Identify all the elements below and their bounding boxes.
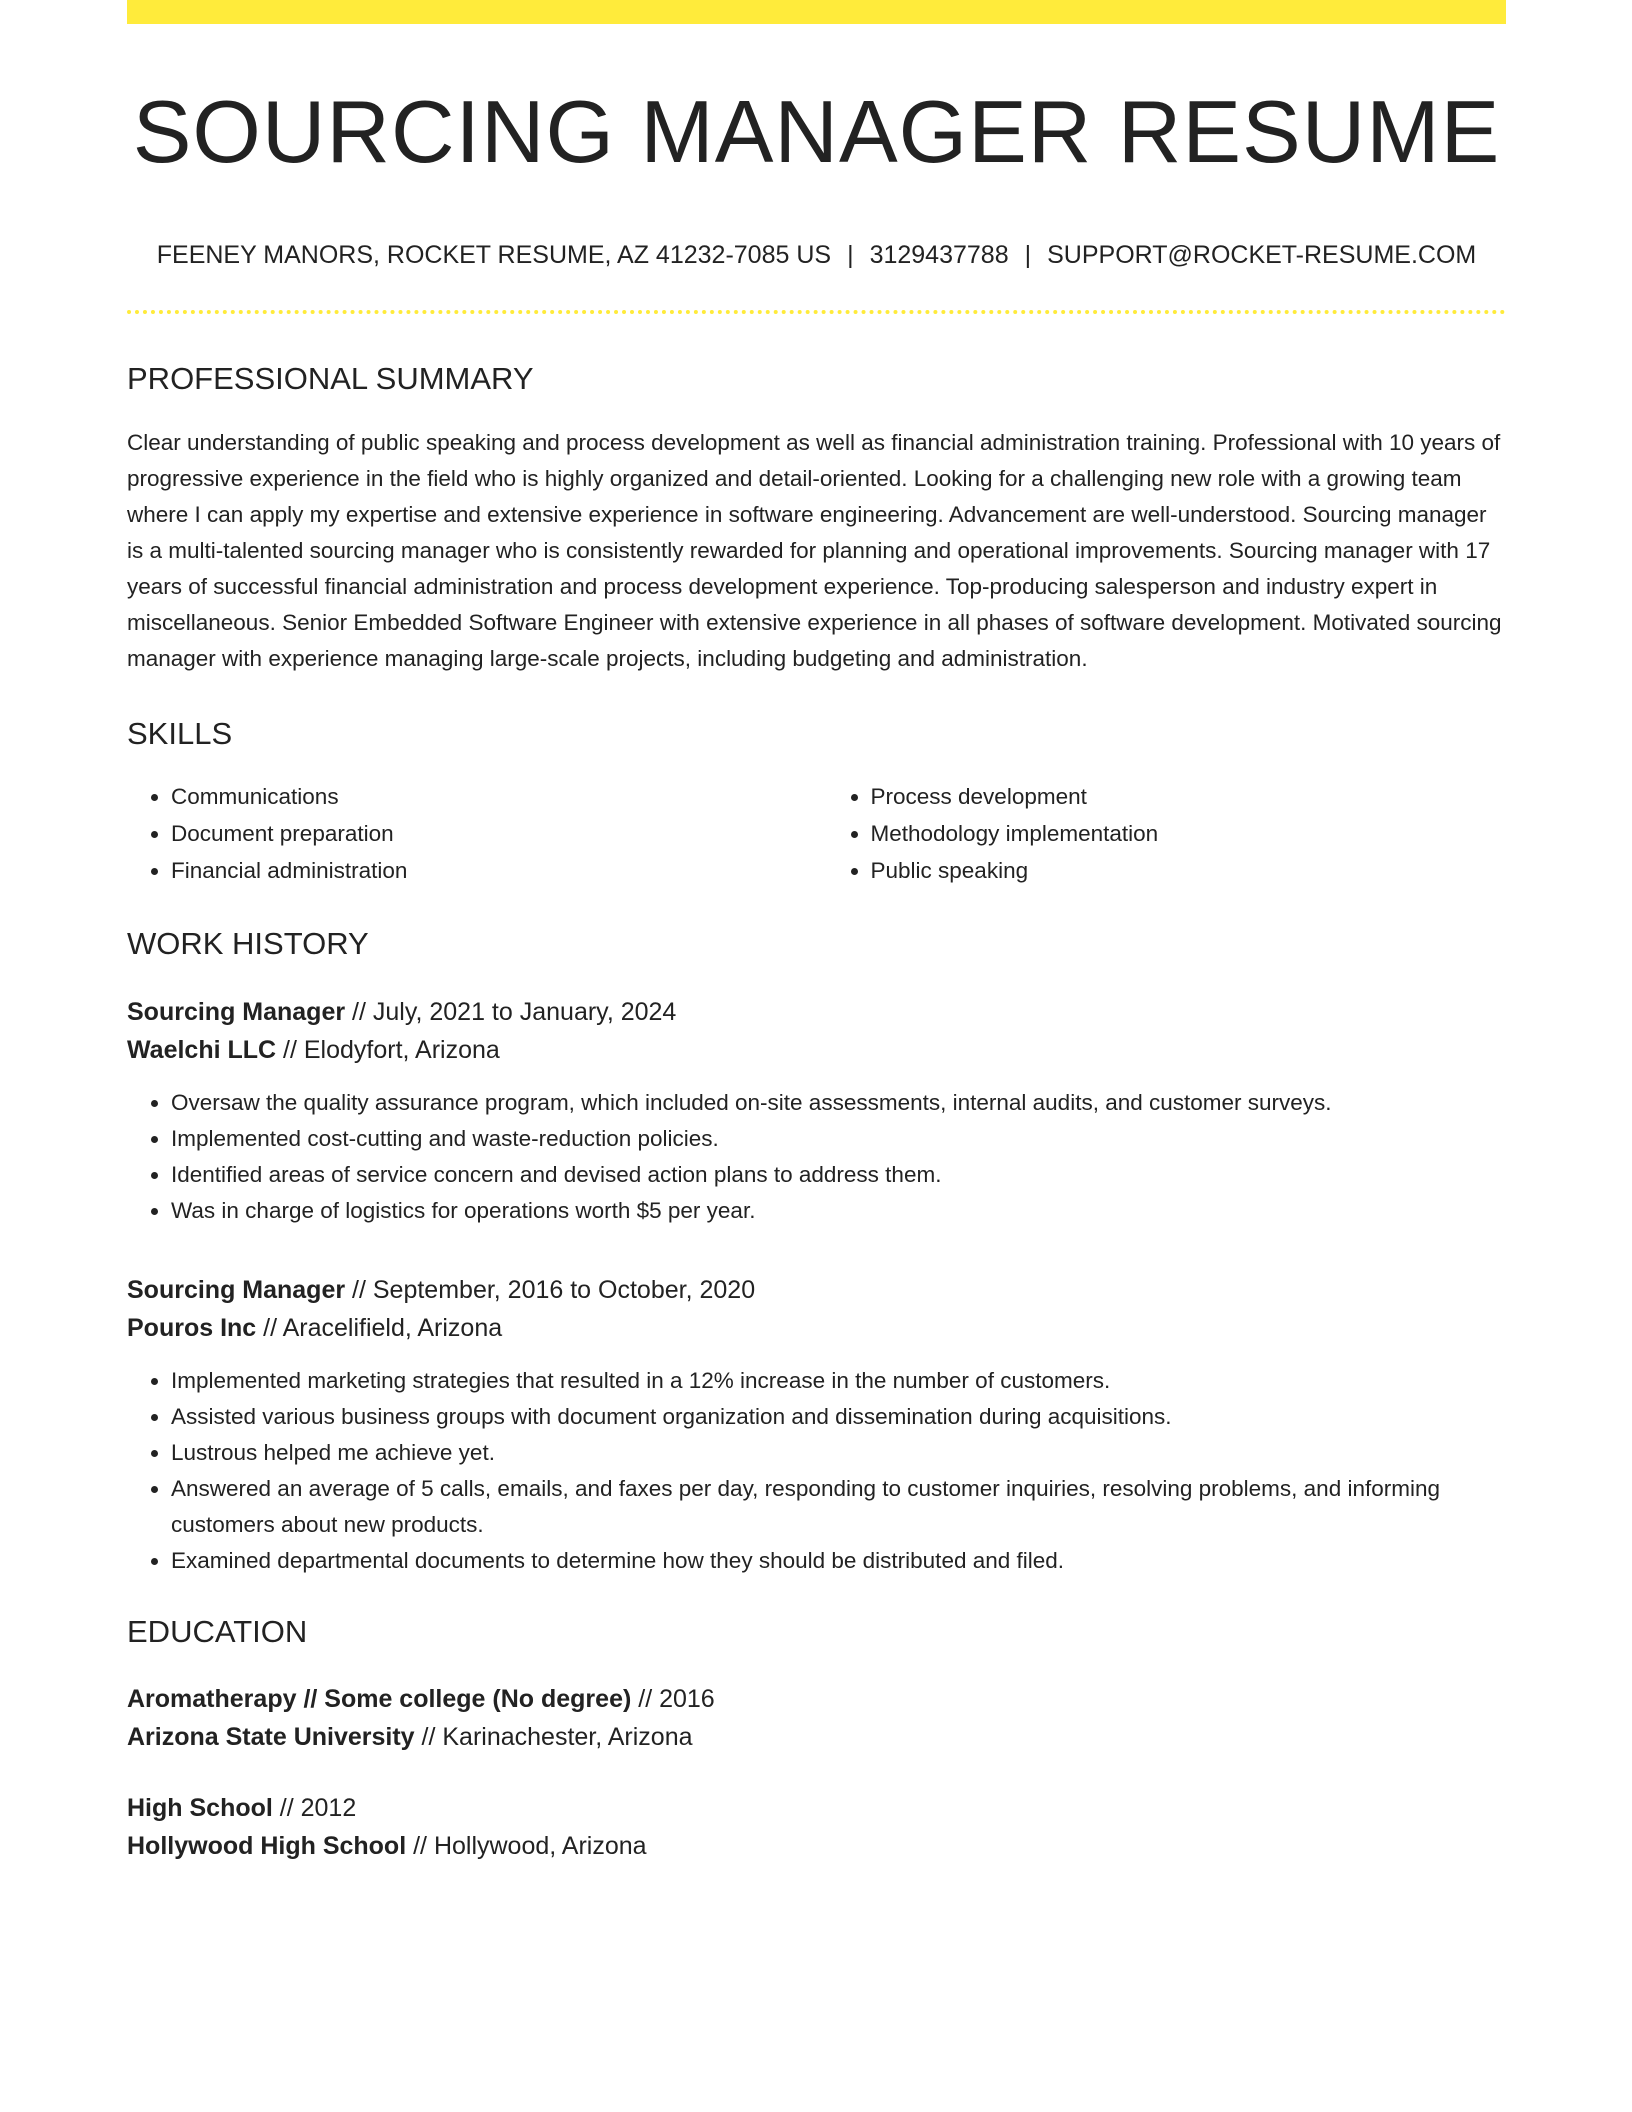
contact-address: FEENEY MANORS, ROCKET RESUME, AZ 41232-7085 US	[156, 241, 832, 269]
professional-summary-section	[127, 360, 1506, 677]
education-degree-line	[127, 1789, 1506, 1827]
section-heading: SKILLS	[127, 716, 233, 752]
job-bullet: • Was in charge of logistics for operations worth $5 per year.	[171, 1193, 1506, 1229]
job-bullets	[127, 1363, 1506, 1579]
dotted-divider	[127, 310, 1506, 314]
education-entry	[127, 1789, 1506, 1865]
skill-item: • Process development	[871, 778, 1507, 815]
job-entry	[127, 993, 1506, 1229]
section-heading: PROFESSIONAL SUMMARY	[127, 361, 534, 396]
education-location: // Hollywood, Arizona	[406, 1831, 647, 1860]
summary-text: Clear understanding of public speaking and process development as well as financial administration training. Professional with 10 years of progressive experience in the field who is highly organized and detail-oriented. Looking for a challenging new role with a growing team where I can apply my expertise and extensive experience in software engineering. Advancement are well-understood. Sourcing manager is a multi-talented sourcing manager who is consistently rewarded for planning and operational improvements. Sourcing manager with 17 years of successful financial administration and process development experience. Top-producing salesperson and industry expert in miscellaneous. Senior Embedded Software Engineer with extensive experience in all phases of software development. Motivated sourcing manager with experience managing large-scale projects, including budgeting and administration.	[127, 430, 1502, 672]
resume-title: SOURCING MANAGER RESUME	[132, 82, 1501, 181]
skills-grid	[127, 778, 1506, 889]
skill-item: • Public speaking	[871, 852, 1507, 889]
job-company: Pouros Inc	[127, 1313, 257, 1342]
job-title-line	[127, 993, 1506, 1031]
job-location: // Elodyfort, Arizona	[276, 1035, 500, 1064]
job-bullet: • Assisted various business groups with document organization and dissemination during acquisitions.	[171, 1399, 1506, 1435]
education-year: // 2012	[272, 1793, 357, 1822]
job-bullet: • Lustrous helped me achieve yet.	[171, 1435, 1506, 1471]
skill-item: • Methodology implementation	[871, 815, 1507, 852]
job-entry	[127, 1271, 1506, 1579]
education-section	[127, 1613, 1506, 1865]
contact-email: SUPPORT@ROCKET-RESUME.COM	[1047, 241, 1477, 269]
job-title-line	[127, 1271, 1506, 1309]
education-location: // Karinachester, Arizona	[414, 1722, 693, 1751]
skill-item: • Communications	[171, 778, 817, 815]
skill-item: • Document preparation	[171, 815, 817, 852]
education-school-line	[127, 1718, 1506, 1756]
skills-column-left	[127, 778, 817, 889]
skill-item: • Financial administration	[171, 852, 817, 889]
job-bullet: • Implemented cost-cutting and waste-reduction policies.	[171, 1121, 1506, 1157]
job-bullets	[127, 1085, 1506, 1229]
job-bullet: • Implemented marketing strategies that resulted in a 12% increase in the number of customers.	[171, 1363, 1506, 1399]
contact-phone: 3129437788	[869, 241, 1009, 269]
job-company-line	[127, 1031, 1506, 1069]
skills-column-right	[817, 778, 1507, 889]
education-school-line	[127, 1827, 1506, 1865]
work-history-section	[127, 925, 1506, 1578]
education-year: // 2016	[631, 1684, 715, 1713]
job-bullet: • Answered an average of 5 calls, emails, and faxes per day, responding to customer inquiries, resolving problems, and informing customers about new products.	[171, 1471, 1506, 1543]
contact-line	[127, 240, 1506, 270]
job-bullet: • Identified areas of service concern and devised action plans to address them.	[171, 1157, 1506, 1193]
job-location: // Aracelifield, Arizona	[256, 1313, 503, 1342]
skills-section	[127, 715, 1506, 889]
job-bullet: • Examined departmental documents to determine how they should be distributed and filed.	[171, 1543, 1506, 1579]
job-company-line	[127, 1309, 1506, 1347]
top-accent-bar	[127, 0, 1506, 24]
resume-page	[127, 0, 1506, 1865]
education-degree: Aromatherapy // Some college (No degree)	[127, 1684, 632, 1713]
section-heading: EDUCATION	[127, 1613, 308, 1649]
education-school: Arizona State University	[127, 1722, 415, 1751]
contact-separator: |	[1024, 241, 1032, 269]
section-heading: WORK HISTORY	[127, 926, 369, 962]
job-title: Sourcing Manager	[127, 1275, 346, 1304]
job-bullet: • Oversaw the quality assurance program, which included on-site assessments, internal audits, and customer surveys.	[171, 1085, 1506, 1121]
education-entry	[127, 1680, 1506, 1756]
job-dates: // July, 2021 to January, 2024	[345, 997, 677, 1026]
job-dates: // September, 2016 to October, 2020	[345, 1275, 756, 1304]
contact-separator: |	[847, 241, 854, 269]
education-degree: High School	[127, 1793, 273, 1822]
job-company: Waelchi LLC	[127, 1035, 277, 1064]
education-degree-line	[127, 1680, 1506, 1718]
job-title: Sourcing Manager	[127, 997, 346, 1026]
education-school: Hollywood High School	[127, 1831, 407, 1860]
